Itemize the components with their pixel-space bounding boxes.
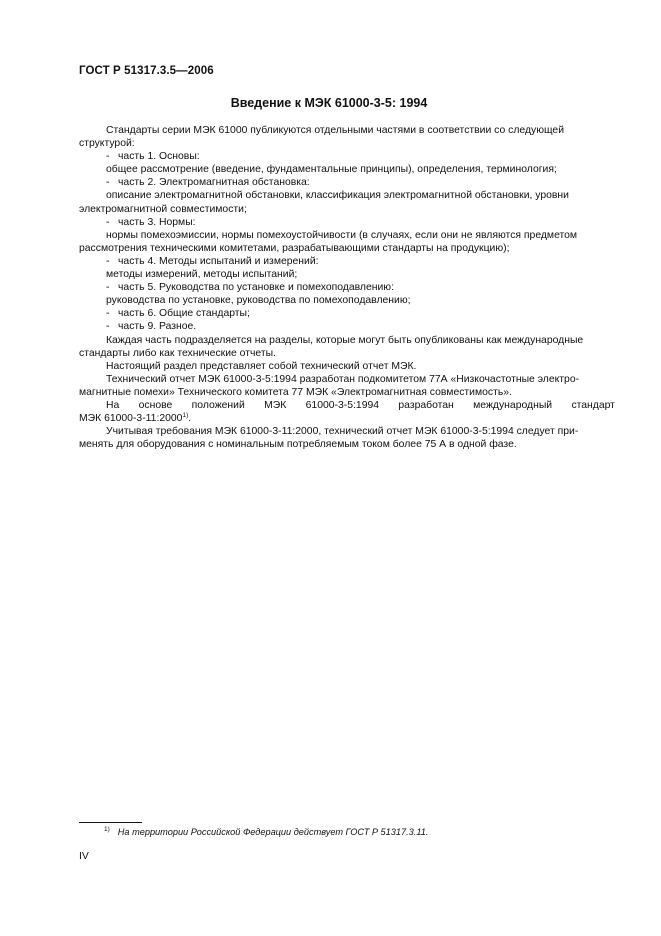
justified-paragraph-line xyxy=(79,399,615,412)
list-item-label: часть 4. Методы испытаний и измерений: xyxy=(118,255,319,267)
paragraph-line: Технический отчет МЭК 61000-3-5:1994 разработан подкомитетом 77А «Низкочастотные электро- xyxy=(106,373,580,385)
word: основе xyxy=(138,399,173,411)
paragraph-line xyxy=(79,412,615,425)
list-item-label: часть 6. Общие стандарты; xyxy=(118,308,250,320)
paragraph-line: стандарты либо как технические отчеты. xyxy=(79,347,276,359)
list-dash: - xyxy=(106,321,110,333)
list-item xyxy=(79,176,615,189)
page-number: IV xyxy=(79,851,89,862)
list-item-label: часть 2. Электромагнитная обстановка: xyxy=(118,177,310,189)
list-item-label: часть 5. Руководства по установке и помехоподавлению: xyxy=(118,282,394,294)
list-item xyxy=(79,255,615,268)
list-item-label: часть 9. Разное. xyxy=(118,321,197,333)
list-dash: - xyxy=(106,151,110,163)
paragraph-line: менять для оборудования с номинальным потребляемым током более 75 А в одной фазе. xyxy=(79,439,517,451)
list-item-description: электромагнитной совместимости; xyxy=(79,203,247,215)
standard-code-header: ГОСТ Р 51317.3.5—2006 xyxy=(79,65,214,77)
list-item-description: общее рассмотрение (введение, фундаментальные принципы), определения, терминология; xyxy=(106,164,557,176)
footnote-text: На территории Российской Федерации действует ГОСТ Р 51317.3.11. xyxy=(117,827,429,837)
list-dash: - xyxy=(106,282,110,294)
paragraph-line: магнитные помехи» Технического комитета 77 МЭК «Электромагнитная совместимость». xyxy=(79,386,512,398)
word: международный xyxy=(473,399,553,411)
list-item-description: описание электромагнитной обстановки, классификация электромагнитной обстановки, уровни xyxy=(106,190,569,202)
list-dash: - xyxy=(106,255,110,267)
list-item xyxy=(79,150,615,163)
list-item xyxy=(79,216,615,229)
list-item-description: нормы помехоэмиссии, нормы помехоустойчивости (в случаях, если они не являются предметом xyxy=(106,229,578,241)
paragraph-line: структурой: xyxy=(79,138,135,150)
footnote-mark: 1) xyxy=(104,826,110,833)
list-item xyxy=(79,281,615,294)
list-item-description: рассмотрения техническими комитетами, разрабатывающими стандарты на продукцию); xyxy=(79,242,510,254)
paragraph-line: Стандарты серии МЭК 61000 публикуются отдельными частями в соответствии со следующей xyxy=(106,125,565,136)
list-item-description: методы измерений, методы испытаний; xyxy=(106,269,298,281)
footnote-separator xyxy=(79,822,142,823)
list-item-label: часть 1. Основы: xyxy=(118,151,200,163)
word: 61000-3-5:1994 xyxy=(305,399,380,411)
document-body xyxy=(79,124,615,451)
list-dash: - xyxy=(106,308,110,320)
word: разработан xyxy=(398,399,454,411)
word: положений xyxy=(191,399,245,411)
word: МЭК xyxy=(264,399,287,411)
list-item xyxy=(79,307,615,320)
list-dash: - xyxy=(106,216,110,228)
standard-reference: МЭК 61000-3-11:2000 xyxy=(79,413,183,425)
word: На xyxy=(106,399,120,411)
footnote-reference: 1) xyxy=(182,412,189,420)
list-item-label: часть 3. Нормы: xyxy=(118,216,196,228)
punctuation: . xyxy=(188,413,192,425)
paragraph-line: Каждая часть подразделяется на разделы, которые могут быть опубликованы как международные xyxy=(106,334,584,346)
paragraph-line: Учитывая требования МЭК 61000-3-11:2000, технический отчет МЭК 61000-3-5:1994 следует при- xyxy=(106,426,579,438)
word: стандарт xyxy=(571,399,615,411)
list-item xyxy=(79,320,615,333)
section-title: Введение к МЭК 61000-3-5: 1994 xyxy=(230,96,428,110)
footnote xyxy=(104,827,428,837)
list-item-description: руководства по установке, руководства по помехоподавлению; xyxy=(106,295,411,307)
list-dash: - xyxy=(106,177,110,189)
paragraph-line: Настоящий раздел представляет собой технический отчет МЭК. xyxy=(106,360,417,372)
